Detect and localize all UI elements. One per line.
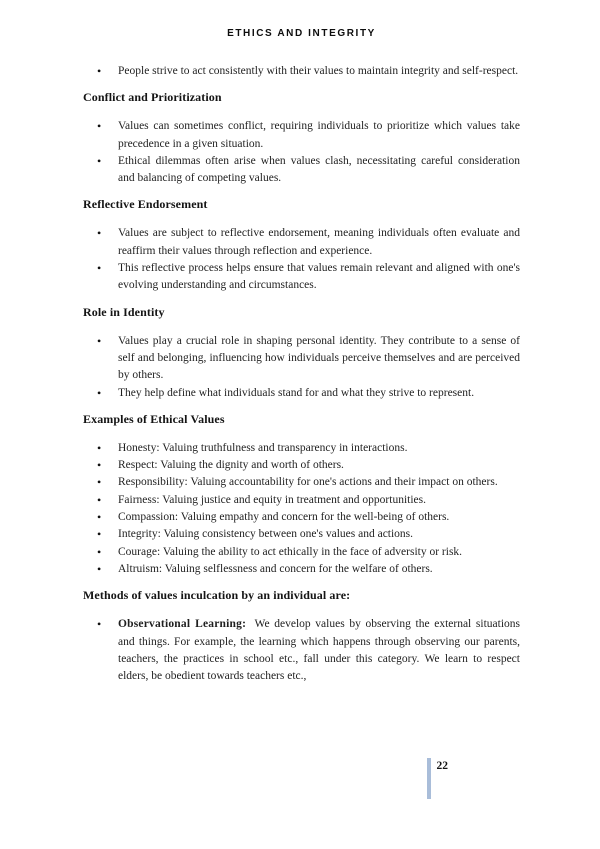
- bullet-list-reflective: [83, 225, 520, 294]
- bullet-item: • Integrity: Valuing consistency between one's values and actions.: [83, 526, 520, 543]
- bullet-lead-observational-learning: Observational Learning:: [118, 618, 247, 631]
- bullet-list-conflict: [83, 118, 520, 187]
- bullet-item: • This reflective process helps ensure that values remain relevant and aligned with one's evolving understanding and circumstances.: [83, 260, 520, 295]
- page-footer: [427, 758, 448, 799]
- bullet-list-identity: [83, 333, 520, 402]
- bullet-item: • Compassion: Valuing empathy and concern for the well-being of others.: [83, 509, 520, 526]
- bullet-item: • Fairness: Valuing justice and equity in treatment and opportunities.: [83, 492, 520, 509]
- page-number: 22: [436, 760, 448, 772]
- bullet-text: We develop values by observing the external situations and things. For example, the learning which happens through observing our parents, teachers, the practices in school etc., fall under this category. We learn to respect elders, be obedient towards teachers etc.,: [118, 618, 520, 683]
- bullet-item: • Responsibility: Valuing accountability for one's actions and their impact on others.: [83, 474, 520, 491]
- bullet-item: • They help define what individuals stand for and what they strive to represent.: [83, 385, 520, 402]
- bullet-list-methods: [83, 616, 520, 685]
- bullet-list-examples: [83, 440, 520, 578]
- bullet-item: • Honesty: Valuing truthfulness and transparency in interactions.: [83, 440, 520, 457]
- bullet-item: • People strive to act consistently with their values to maintain integrity and self-respect.: [83, 63, 520, 80]
- bullet-item: • Values are subject to reflective endorsement, meaning individuals often evaluate and reaffirm their values through reflection and experience.: [83, 225, 520, 260]
- section-heading-conflict-and-prioritization: Conflict and Prioritization: [83, 90, 222, 105]
- bullet-item: • Ethical dilemmas often arise when values clash, necessitating careful consideration and balancing of competing values.: [83, 153, 520, 188]
- bullet-item: • Altruism: Valuing selflessness and concern for the welfare of others.: [83, 561, 520, 578]
- intro-bullet-list: [83, 63, 520, 80]
- bullet-item: [83, 616, 520, 685]
- section-heading-reflective-endorsement: Reflective Endorsement: [83, 197, 208, 212]
- page-number-accent-bar: [427, 758, 431, 799]
- bullet-item: • Values can sometimes conflict, requiring individuals to prioritize which values take precedence in a given situation.: [83, 118, 520, 153]
- bullet-item: • Courage: Valuing the ability to act ethically in the face of adversity or risk.: [83, 544, 520, 561]
- running-header-title: ETHICS AND INTEGRITY: [227, 28, 376, 39]
- section-heading-examples-of-ethical-values: Examples of Ethical Values: [83, 411, 225, 426]
- bullet-item: • Values play a crucial role in shaping personal identity. They contribute to a sense of self and belonging, influencing how individuals perceive themselves and are perceived by others.: [83, 333, 520, 385]
- bullet-item: • Respect: Valuing the dignity and worth of others.: [83, 457, 520, 474]
- section-heading-role-in-identity: Role in Identity: [83, 304, 165, 319]
- section-heading-methods-of-values-inculcation: Methods of values inculcation by an individual are:: [83, 588, 351, 603]
